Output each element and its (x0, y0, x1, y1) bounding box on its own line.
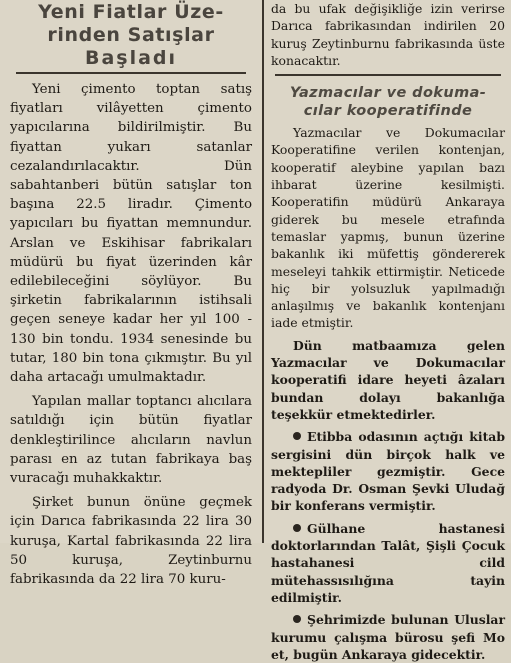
news-item: Gülhane hastanesi doktorlarından Talât, Şişli Çocuk hastahanesi cild mütehassısılığına tayin edilmiştir. (271, 520, 505, 605)
column-rule (262, 0, 264, 543)
right-column (267, 0, 511, 663)
paragraph: Yazmacılar ve Dokumacılar Kooperatifine verilen kontenjan, kooperatif aleybine yapılan bazı ihbarat üzerine kesilmişti. Kooperatifin müdürü Ankaraya giderek bu mesele etrafında temaslar yapmış, bunun üzerine bakanlık iki müfettiş göndererek meseleyi tahkik ettirmiştir. Neticede hiç bir yolsuzluk yapılmadığı anlaşılmış ve bakanlık kontenjanı iade etmiştir. (271, 125, 505, 331)
paragraph: Dün matbaamıza gelen Yazmacılar ve Dokumacılar kooperatifi idare heyeti âzaları bundan dolayı bakanlığa teşekkür etmektedirler. (271, 337, 505, 422)
article-headline (10, 1, 252, 70)
left-column (0, 0, 258, 589)
article-headline (271, 84, 505, 120)
headline-line-2: cılar kooperatifinde (303, 103, 473, 120)
section-rule (275, 74, 501, 76)
headline-line-1: Yeni Fiatlar Üze- (38, 1, 224, 23)
paragraph: da bu ufak değişikliğe izin verirse Darıca fabrikasından indirilen 20 kuruş Zeytinburnu fabrikasında üste konacaktır. (271, 1, 505, 68)
headline-line-3: Başladı (84, 47, 178, 69)
paragraph: Yeni çimento toptan satış fiyatları vilâyetten çimento yapıcılarına bildirilmiştir. Bu fiyattan yukarı satanlar cezalandırılacaktır. Dün sabahtanberi bütün satışlar ton başına 22.5 liradır. Çimento yapıcıları bu fiyattan memnundur. Arslan ve Eskihisar fabrikaları müdürü bu fiyat üzerinden kâr edilebileceğini söylüyor. Bu şirketin fabrikalarının istihsali geçen seneye kadar her yıl 100 - 130 bin tondu. 1934 senesinde bu tutar, 180 bin tona çıkmıştır. Bu yıl daha artacağı umulmaktadır. (10, 82, 252, 386)
headline-rule (16, 72, 246, 74)
news-item: Etibba odasının açtığı kitab sergisini dün birçok halk ve mektepliler gezmiştir. Gece radyoda Dr. Osman Şevki Uludağ bir konferans vermiştir. (271, 429, 505, 514)
paragraph: Şirket bunun önüne geçmek için Darıca fabrikasında 22 lira 30 kuruşa, Kartal fabrikasında 22 lira 50 kuruşa, Zeytinburnu fabrikasında da 22 lira 70 kuru- (10, 495, 252, 588)
headline-line-2: rinden Satışlar (47, 24, 215, 46)
article-body (271, 124, 505, 663)
paragraph: Yapılan mallar toptancı alıcılara satıldığı için bütün fiyatlar denkleştirilince alıcıların navlun parası en az tutan fabrikaya baş vuracağı muhakkaktır. (10, 394, 252, 487)
news-item: Şehrimizde bulunan Uluslar kurumu çalışma bürosu şefi Mo et, bugün Ankaraya gidecektir. (271, 612, 505, 662)
continued-text (271, 0, 505, 69)
article-body (10, 80, 252, 589)
headline-line-1: Yazmacılar ve dokuma- (289, 85, 487, 102)
